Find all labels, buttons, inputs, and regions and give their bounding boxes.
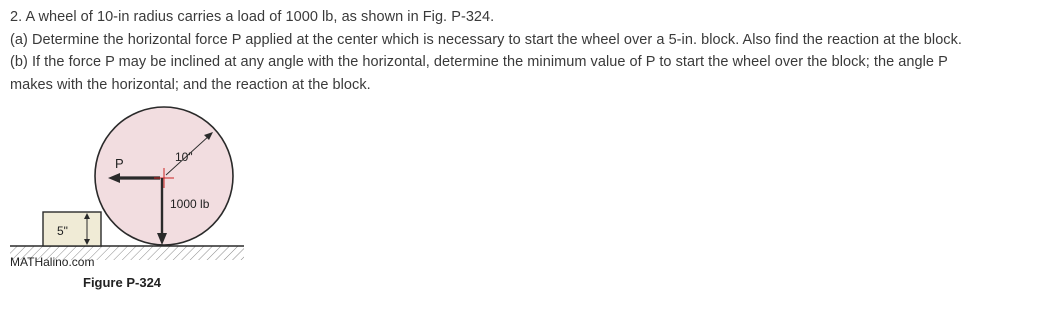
problem-intro: 2. A wheel of 10-in radius carries a load of 1000 lb, as shown in Fig. P-324. bbox=[10, 9, 495, 25]
block-height-label: 5" bbox=[57, 224, 68, 238]
problem-part-b-line1: (b) If the force P may be inclined at any angle with the horizontal, determine the minimum value of P to start the wheel over the block; the angle P bbox=[10, 54, 948, 70]
radius-label: 10" bbox=[175, 150, 193, 164]
block bbox=[43, 212, 101, 246]
problem-part-a: (a) Determine the horizontal force P applied at the center which is necessary to start the wheel over a 5-in. block. Also find the reaction at the block. bbox=[10, 31, 962, 48]
watermark: MATHalino.com bbox=[10, 255, 95, 269]
force-p-label: P bbox=[115, 156, 124, 171]
problem-part-b-line2: makes with the horizontal; and the reaction at the block. bbox=[10, 76, 371, 93]
figure-caption: Figure P-324 bbox=[83, 275, 162, 290]
load-label: 1000 lb bbox=[170, 197, 210, 211]
